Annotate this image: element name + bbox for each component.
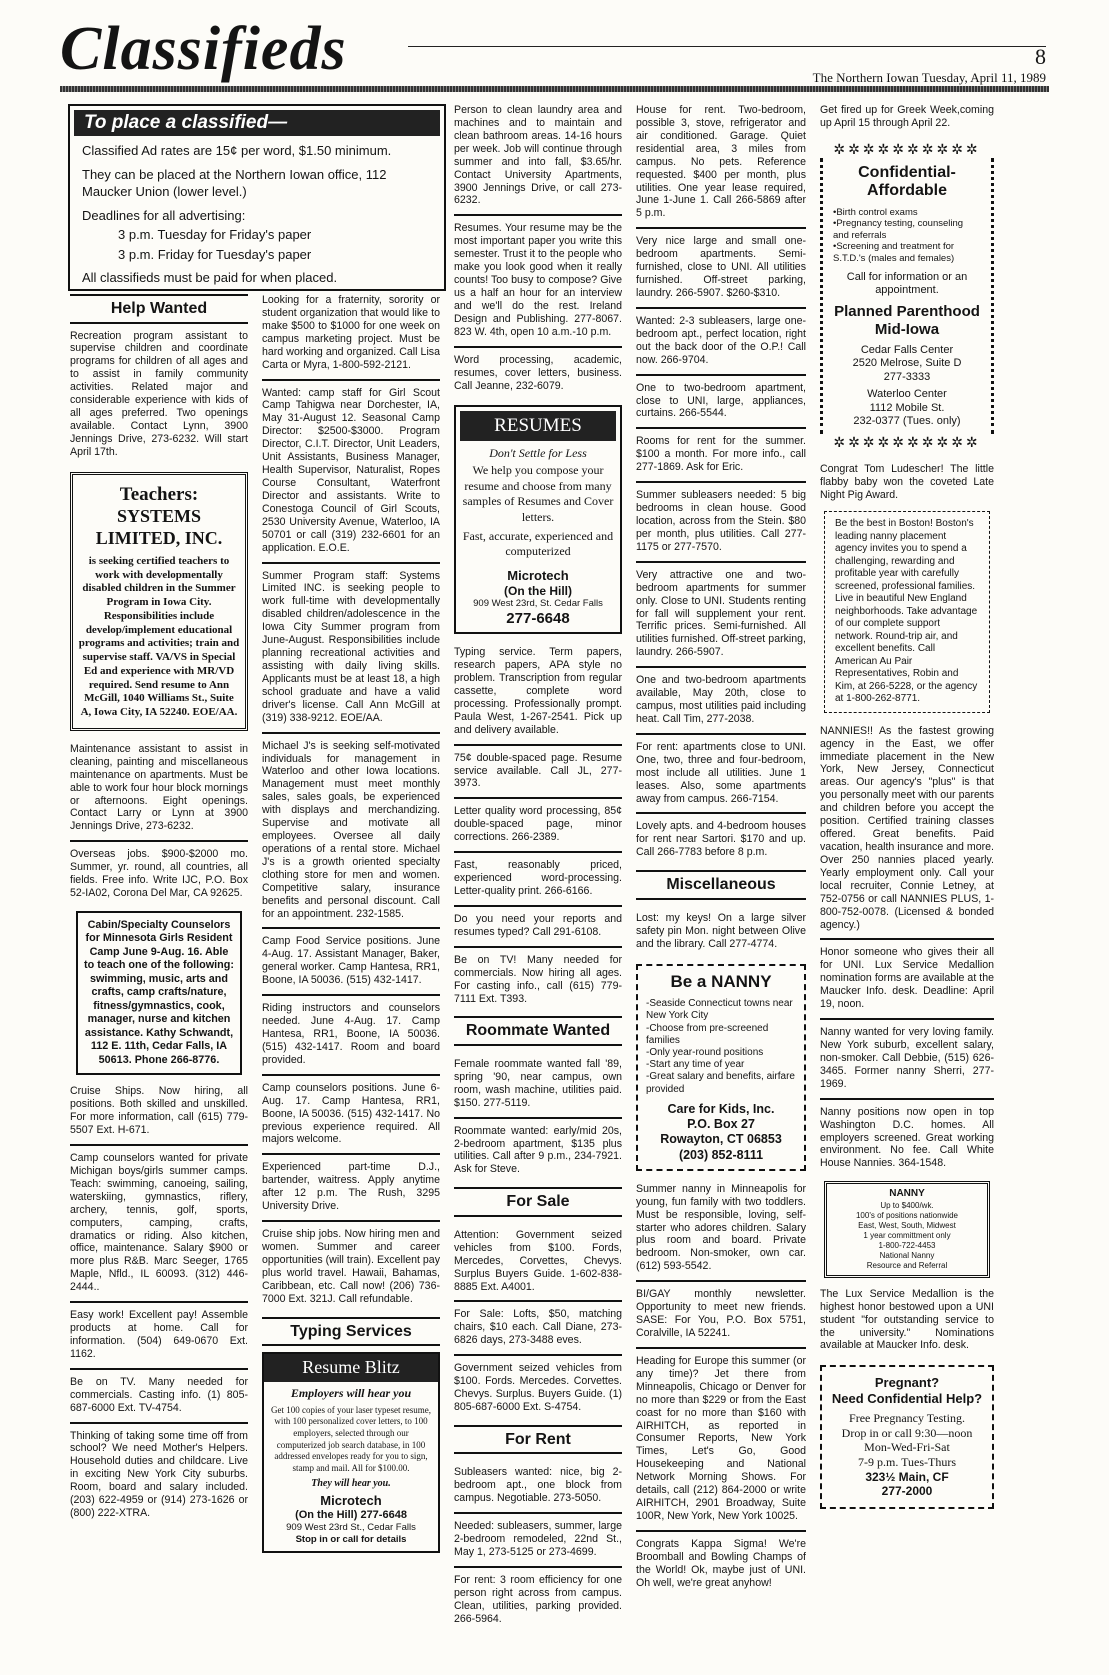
pregnancy-headline: Pregnant? (874, 1375, 940, 1391)
classified-ad: Maintenance assistant to assist in cleaning, painting and miscellaneous maintenance on apartments. Must be able to work four hour block mornings or afternoons. Eight openings. Contact Larry or Lynn at 3900 Jennings Drive, 273-6232. (70, 742, 248, 833)
classified-ad: NANNIES!! As the fastest growing agency in the East, we offer immediate placement in the New York, New Jersey, Connecticut areas. Our agency's "plus" is that you personally meet with our parents and children before you accept the position. Certified training classes offered. Great benefits. Paid vacation, health insurance and more. Over 250 nannies placed yearly. Yearly employment only. Call your local recruiter, Connie Letney, at 752-0756 or call NANNIES PLUS, 1-800-752-0078. (Licensed & bonded agency.) (820, 724, 994, 931)
masthead-band (60, 86, 1049, 92)
microtech-location: (On the Hill) (504, 583, 572, 598)
resume-blitz-display-ad (262, 1352, 440, 1553)
classified-ad: Be on TV. Many needed for commercials. Casting info. (1) 805-687-6000 Ext. TV-4754. (70, 1368, 248, 1422)
for-sale-heading: For Sale (454, 1187, 622, 1217)
classified-ad: Wanted: camp staff for Girl Scout Camp Tahigwa near Dorchester, IA, May 31-August 12. Seasonal Camp Director: $2500-$3000. Program Director, C.I.T. Director, Unit Leaders, Unit Assistants, Business Manager, Health Supervisor, Naturalist, Ropes Course Consultant, Waterfront Director and assistants. Write to Conestoga Council of Girl Scouts, 2530 University Avenue, Waterloo, IA 50701 or call (319) 232-6601 for an application. E.O.E. (262, 379, 440, 562)
classified-ad: Summer nanny in Minneapolis for young, fun family with two toddlers. Must be responsible, loving, self-starter who adores children. Salary plus room and board. Private bedroom. Non-smoker, own car. (612) 593-5542. (636, 1182, 806, 1273)
pregnancy-line: Mon-Wed-Fri-Sat (864, 1440, 950, 1455)
microtech-phone: 277-6648 (506, 609, 570, 627)
column-3 (454, 104, 622, 1669)
microtech-phone: (On the Hill) 277-6648 (295, 1508, 407, 1521)
pp-phone: 232-0377 (Tues. only) (853, 414, 961, 427)
classified-ad: Honor someone who gives their all for UNI. Lux Service Medallion nomination forms are available at the Maucker Info. desk. Deadline: April 19, noon. (820, 938, 994, 1018)
classified-ad: Rooms for rent for the summer. $100 a month. For more info., call 277-1869. Ask for Eric. (636, 427, 806, 481)
classified-ad: Camp counselors positions. June 6-Aug. 17. Camp Hantesa, RR1, Boone, IA 50036. (515) 432-1417. No previous experience required. All majors welcome. (262, 1074, 440, 1154)
star-border-icon: ✲✲✲✲✲✲✲✲✲✲ (833, 434, 981, 451)
classified-ad: Heading for Europe this summer (or any time)? Jet there from Minneapolis, Chicago or Denver for no more than $229 or from the East coast for no more than $160 with AIRHITCH, as reported in Consumer Reports, New York Times, Let's Go, Good Housekeeping and National Network Morning Shows. For details, call (212) 864-2000 or write AIRHITCH, 2901 Broadway, Suite 100R, New York, New York 10025. (636, 1347, 806, 1530)
classified-ad: Get fired up for Greek Week,coming up April 15 through April 22. (820, 104, 994, 129)
classified-ad: 75¢ double-spaced page. Resume service available. Call JL, 277-3973. (454, 744, 622, 798)
classified-ad: BI/GAY monthly newsletter. Opportunity to meet new friends. SASE: For You, P.O. Box 5751, Coralville, IA 52241. (636, 1280, 806, 1347)
teachers-body: is seeking certified teachers to work with developmentally disabled children in the Summer Program in Iowa City. Responsibilities include develop/implement educational programs and activities; train and supervise staff. VA/VS in Special Ed and experience with MR/VD required. Send resume to Ann McGill, 1040 Williams St., Suite A, Iowa City, IA 52240. EOE/AA. (78, 554, 240, 719)
resume-blitz-title: Resume Blitz (264, 1354, 438, 1382)
classified-ad: Looking for a fraternity, sorority or student organization that would like to make $500 to $1000 for one week on campus marketing project. Must be hard working and organized. Call Lisa Carta or Myra, 1-800-592-2121. (262, 294, 440, 371)
classified-ad: Be on TV! Many needed for commercials. Now hiring all ages. For casting info., call (615) 779-7111 Ext. T393. (454, 946, 622, 1013)
classified-ad: One and two-bedroom apartments available, May 20th, close to campus, most utilities paid including heat. Call Tim, 277-2038. (636, 666, 806, 733)
classified-ad: Wanted: 2-3 subleasers, large one-bedroom apt., perfect location, right out the back door of the O.P.! Call now. 266-9704. (636, 307, 806, 374)
column-2 (262, 294, 440, 1669)
resume-blitz-slogan: They will hear you. (311, 1477, 391, 1489)
pregnancy-line: Free Pregnancy Testing. (849, 1411, 965, 1426)
classified-ad: Summer subleasers needed: 5 big bedrooms in clean house. Good location, across from the Stein. $80 per month, plus utilities. Call 277-1175 or 277-7570. (636, 481, 806, 561)
where-text: They can be placed at the Northern Iowan office, 112 Maucker Union (lower level.) (82, 166, 387, 200)
resume-blitz-tagline: Employers will hear you (290, 1386, 412, 1401)
nanny-bullet: -Seaside Connecticut towns near New York City (646, 998, 793, 1022)
classified-ad: Fast, reasonably priced, experienced word-processing. Letter-quality print. 266-6166. (454, 851, 622, 905)
classified-ad: Female roommate wanted fall '89, spring '90, near campus, own room, wash machine, utilities paid. $150. 277-5119. (454, 1057, 622, 1109)
classified-ad: Congrat Tom Ludescher! The little flabby baby won the coveted Late Night Pig Award. (820, 463, 994, 502)
nn-pay: Up to $400/wk. (880, 1200, 934, 1210)
classified-ad: Overseas jobs. $900-$2000 mo. Summer, yr. round, all countries, all fields. Free info. Write IJC, P.O. Box 52-IA02, Corona Del Mar, CA 92625. (70, 840, 248, 907)
pp-info: Call for information or an appointment. (846, 270, 968, 296)
nn-phone: 1-800-722-4453 (878, 1240, 936, 1250)
microtech-address: 909 West 23rd, St. Cedar Falls (473, 598, 603, 610)
pregnancy-address: 323½ Main, CF (865, 1469, 949, 1484)
nanny-agency: Care for Kids, Inc. (667, 1101, 775, 1116)
classified-ad: House for rent. Two-bedroom, possible 3, stove, refrigerator and air conditioned. Garage. Quiet residential area, 3 miles from campus. No pets. Reference requested. $400 per month, plus utilities. One year lease required, June 1-June 1. Call 266-5869 after 5 p.m. (636, 104, 806, 220)
classified-ad: For rent: apartments close to UNI. One, two, three and four-bedroom, most include all utilities. June 1 leases. Also, some apartments away from campus. 266-7154. (636, 733, 806, 813)
nn-title: NANNY (889, 1188, 925, 1200)
roommate-wanted-heading: Roommate Wanted (454, 1016, 622, 1046)
deadlines-label: Deadlines for all advertising: (82, 207, 246, 223)
classified-ad: Letter quality word processing, 85¢ double-spaced page, minor corrections. 266-2389. (454, 797, 622, 851)
nanny-phone: (203) 852-8111 (678, 1147, 764, 1162)
pp-headline: Confidential-Affordable (858, 163, 956, 200)
resumes-display-ad (454, 405, 622, 634)
classified-ad: For rent: 3 room efficiency for one person right across from campus. Clean, utilities, parking provided. 266-5964. (454, 1566, 622, 1633)
publication-info: The Northern Iowan Tuesday, April 11, 1989 (812, 70, 1046, 85)
pp-address: 1112 Mobile St. (869, 401, 945, 414)
teachers-company: SYSTEMS LIMITED, INC. (95, 505, 223, 548)
deadline-friday: 3 p.m. Tuesday for Friday's paper (118, 227, 312, 243)
classified-ad: For Sale: Lofts, $50, matching chairs, $10 each. Call Diane, 273-6826 days, 273-3488 eves. (454, 1300, 622, 1354)
section-title: Classifieds (60, 15, 347, 83)
masthead (0, 0, 1109, 100)
star-border-icon: ✲✲✲✲✲✲✲✲✲✲ (833, 140, 981, 157)
column-1 (70, 294, 248, 1669)
pp-service: •Screening and treatment for S.T.D.'s (males and females) (833, 241, 955, 265)
for-rent-heading: For Rent (454, 1425, 622, 1455)
classified-ad: Roommate wanted: early/mid 20s, 2-bedroom apartment, $135 plus utilities. Call after 9 p.m., 234-7921. Ask for Steve. (454, 1117, 622, 1184)
typing-services-heading: Typing Services (262, 1317, 440, 1347)
nn-regions: East, West, South, Midwest (858, 1220, 956, 1230)
nn-agency: National Nanny (879, 1250, 935, 1260)
nanny-bullet: -Great salary and benefits, airfare provided (646, 1071, 795, 1095)
classified-ad: Do you need your reports and resumes typed? Call 291-6108. (454, 905, 622, 946)
pregnancy-line: 7-9 p.m. Tues-Thurs (857, 1454, 956, 1469)
classified-ad: Lost: my keys! On a large silver safety pin Mon. night between Olive and the library. Call 277-4774. (636, 911, 806, 950)
planned-parenthood-display-ad (820, 141, 994, 452)
teachers-headline: Teachers: (119, 483, 199, 505)
nanny-city: Rowayton, CT 06853 (660, 1132, 782, 1147)
planned-parenthood-body (820, 158, 994, 434)
pp-location: Waterloo Center (867, 388, 947, 401)
how-to-place-header: To place a classified— (74, 110, 440, 136)
pregnancy-help-display-ad (820, 1365, 994, 1508)
classified-ad: Needed: subleasers, summer, large 2-bedroom remodeled, 22nd St., May 1, 273-5125 or 273-4699. (454, 1512, 622, 1566)
help-wanted-heading: Help Wanted (70, 294, 248, 324)
classified-ad: Very attractive one and two-bedroom apartments for summer only. Close to UNI. Students renting for fall will supplement your rent. Terrific prices. Semi-furnished. All utilities furnished. Off-street parking, laundry. 266-5907. (636, 561, 806, 666)
nn-positions: 100's of positions nationwide (855, 1210, 959, 1220)
classified-ad: Easy work! Excellent pay! Assemble products at home. Call for information. (504) 649-0670 Ext. 1162. (70, 1301, 248, 1368)
page-number: 8 (1035, 44, 1046, 69)
classified-ad: Recreation program assistant to supervise children and coordinate programs for children of all ages and to assist in family community activities. Related major and considerable experience with kids of all ages preferred. Two openings available. Contact Lynn, 3900 Jennings Drive, 273-6232. Will start April 17th. (70, 329, 248, 458)
classified-ad: Very nice large and small one-bedroom apartments. Semi-furnished, close to UNI. All utilities furnished. Off-street parking, laundry. 266-5907. $260-$310. (636, 227, 806, 307)
classified-ad: The Lux Service Medallion is the highest honor bestowed upon a UNI student "for outstanding service to the university." Nominations available at Maucker Info. desk. (820, 1287, 994, 1352)
be-a-nanny-display-ad (636, 964, 806, 1171)
classified-ad: Michael J's is seeking self-motivated individuals for management in Waterloo and other Iowa locations. Management must meet monthly sales, sales goals, be experienced with displays and merchandizing. Supervise and motivate all employees. Oversee all daily operations of a rental store. Michael J's is a growth oriented specialty clothing store for men and women. Competitive salary, insurance benefits and personal discount. Call for an appointment. 232-1585. (262, 732, 440, 928)
nanny-box: P.O. Box 27 (687, 1117, 755, 1132)
classified-ad: Resumes. Your resume may be the most important paper you write this semester. Trust it to the people who make you look good when it really counts! Too busy to compose? Give us a half an hour for an interview and we'll do the rest. Ireland Design and Publishing. 277-8067. 823 W. 4th, open 10 a.m.-10 p.m. (454, 214, 622, 345)
resumes-title: RESUMES (460, 411, 616, 440)
how-to-place-box (68, 104, 446, 291)
classified-ad: Government seized vehicles from $100. Fords. Mercedes. Corvettes. Chevys. Surplus. Buyers Guide. (1) 805-687-6000 Ext. S-4754. (454, 1354, 622, 1421)
column-4 (636, 104, 806, 1669)
classified-ad: Typing service. Term papers, research papers, APA style no problem. Transcription from regular cassette, complete word processing. Professionally prompt. Paula West, 1-267-2541. Pick up and delivery available. (454, 646, 622, 736)
nn-agency-sub: Resource and Referral (866, 1260, 948, 1270)
rates-text: Classified Ad rates are 15¢ per word, $1.50 minimum. (82, 143, 392, 158)
payment-text: All classifieds must be paid for when placed. (82, 270, 338, 286)
classified-ad: Lovely apts. and 4-bedroom houses for rent near Sartori. $170 and up. Call 266-7783 before 8 p.m. (636, 812, 806, 866)
masthead-rule (408, 46, 1046, 47)
microtech-cta: Stop in or call for details (295, 1533, 407, 1545)
teachers-display-ad (70, 472, 248, 731)
pregnancy-line: Drop in or call 9:30—noon (841, 1425, 973, 1440)
nanny-headline: Be a NANNY (670, 971, 772, 991)
nanny-bullet: -Start any time of year (646, 1059, 745, 1071)
classified-ad: Subleasers wanted: nice, big 2-bedroom apt., one block from campus. Negotiable. 273-5050. (454, 1466, 622, 1505)
nn-commitment: 1 year committment only (863, 1230, 951, 1240)
national-nanny-display-ad (824, 1181, 990, 1278)
resume-blitz-body: Get 100 copies of your laser typeset resume, with 100 personalized cover letters, to 100 employers, selected through our computerized job search database, in 100 addressed envelopes ready for you to sign, stamp and mail. All for $100.00. (271, 1404, 431, 1474)
pp-logo: Planned Parenthood Mid-Iowa (834, 303, 980, 338)
column-5 (820, 104, 994, 1669)
classified-ad: One to two-bedroom apartment, close to UNI, large, appliances, curtains. 266-5544. (636, 374, 806, 428)
pregnancy-phone: 277-2000 (881, 1484, 933, 1499)
classified-ad: Camp counselors wanted for private Michigan boys/girls summer camps. Teach: swimming, canoeing, sailing, waterskiing, gymnastics, riflery, archery, tennis, golf, sports, computers, camping, crafts, dramatics or riding. Also kitchen, office, maintenance. Salary $900 or more plus R&B. Marc Seeger, 1765 Maple, Nfld., IL 60093. (312) 446-2444.. (70, 1144, 248, 1301)
classified-ad: Riding instructors and counselors needed. June 4-Aug. 17. Camp Hantesa, RR1, Boone, IA 50036. (515) 432-1417. Room and board provided. (262, 994, 440, 1074)
miscellaneous-heading: Miscellaneous (636, 870, 806, 900)
boston-nanny-display-ad: Be the best in Boston! Boston's leading nanny placement agency invites you to spend a challenging, rewarding and profitable year with carefully screened, professional families. Live in beautiful New England neighborhoods. Take advantage of our complete support network. Round-trip air, and excellent benefits. Call American Au Pair Representatives, Robin and Kim, at 266-5228, or the agency at 1-800-262-8771. (824, 511, 990, 713)
nanny-bullet: -Choose from pre-screened families (646, 1022, 769, 1046)
resumes-body: We help you compose your resume and choose from many samples of Resumes and Cover letters. (462, 463, 614, 525)
pp-location: Cedar Falls Center (860, 343, 954, 356)
classified-ad: Thinking of taking some time off from school? We need Mother's Helpers. Household duties and childcare. Live in exciting New York City suburbs. Room, board and salary included. (203) 622-4959 or (914) 273-1626 or (800) 222-XTRA. (70, 1422, 248, 1527)
microtech-address: 909 West 23rd St., Cedar Falls (286, 1522, 416, 1534)
classified-ad: Attention: Government seized vehicles from $100. Fords, Mercedes, Corvettes, Chevys. Surplus Buyers Guide. 1-602-838-8885 Ext. A4001. (454, 1228, 622, 1293)
classified-ad: Congrats Kappa Sigma! We're Broomball and Bowling Champs of the World! Ok, maybe just of UNI. Oh well, we're great anyhow! (636, 1530, 806, 1597)
deadline-tuesday: 3 p.m. Friday for Tuesday's paper (118, 246, 312, 262)
microtech-logo: Microtech (320, 1493, 382, 1509)
classified-ad: Camp Food Service positions. June 4-Aug. 17. Assistant Manager, Baker, general worker. Camp Hantesa, RR1, Boone, IA 50036. (515) 432-1417. (262, 927, 440, 994)
classified-ad: Nanny wanted for very loving family. New York suburb, excellent salary, non-smoker. Call Debbie, (515) 626-3465. Former nanny Sherri, 277-1969. (820, 1018, 994, 1098)
pp-service: •Birth control exams (833, 206, 918, 218)
pregnancy-subhead: Need Confidential Help? (831, 1391, 983, 1407)
pp-phone: 277-3333 (883, 370, 931, 383)
pp-service: •Pregnancy testing, counseling and referrals (833, 218, 964, 241)
classified-ad: Nanny positions now open in top Washington D.C. homes. All employers screened. Great working environment. No fee. Call White House Nannies. 364-1548. (820, 1098, 994, 1178)
classified-ad: Word processing, academic, resumes, cover letters, business. Call Jeanne, 232-6079. (454, 346, 622, 400)
pp-address: 2520 Melrose, Suite D (852, 357, 962, 370)
resumes-tagline: Don't Settle for Less (489, 445, 587, 460)
classified-ad: Cruise ship jobs. Now hiring men and women. Summer and career opportunities (will train). Excellent pay plus world travel. Hawaii, Bahamas, Caribbean, etc. Call now! (206) 736-7000 Ext. 321J. Call refundable. (262, 1220, 440, 1313)
camp-counselor-display-ad: Cabin/Specialty Counselors for Minnesota Girls Resident Camp June 9-Aug. 16. Able to teach one of the following: swimming, music, arts and crafts, camp crafts/nature, fitness/gymnastics, cook, manager, nurse and kitchen assistance. Kathy Schwandt, 112 E. 11th, Cedar Falls, IA 50613. Phone 266-8776. (76, 911, 242, 1075)
microtech-logo: Microtech (507, 567, 569, 583)
resumes-features: Fast, accurate, experienced and computerized (462, 528, 614, 559)
classified-ad: Experienced part-time D.J., bartender, waitress. Apply anytime after 12 p.m. The Rush, 3295 University Drive. (262, 1153, 440, 1220)
nanny-bullet: -Only year-round positions (646, 1047, 764, 1059)
classified-ad: Summer Program staff: Systems Limited INC. is seeking people to work full-time with developmentally disabled children/adolescence in the Iowa City Summer program from June-August. Responsibilities include planning recreational activities and assisting with daily living skills. Applicants must be at least 18, a high school graduate and have a valid driver's license. Call Ann McGill at (319) 338-9212. EOE/AA. (262, 562, 440, 732)
classified-ad: Cruise Ships. Now hiring, all positions. Both skilled and unskilled. For more information, call (615) 779-5507 Ext. H-671. (70, 1085, 248, 1137)
classified-ad: Person to clean laundry area and machines and to maintain and clean bathroom areas. 14-16 hours per week. Job will continue through summer and into fall, $3.65/hr. Contact University Apartments, 3900 Jennings Drive, or call 273-6232. (454, 104, 622, 207)
